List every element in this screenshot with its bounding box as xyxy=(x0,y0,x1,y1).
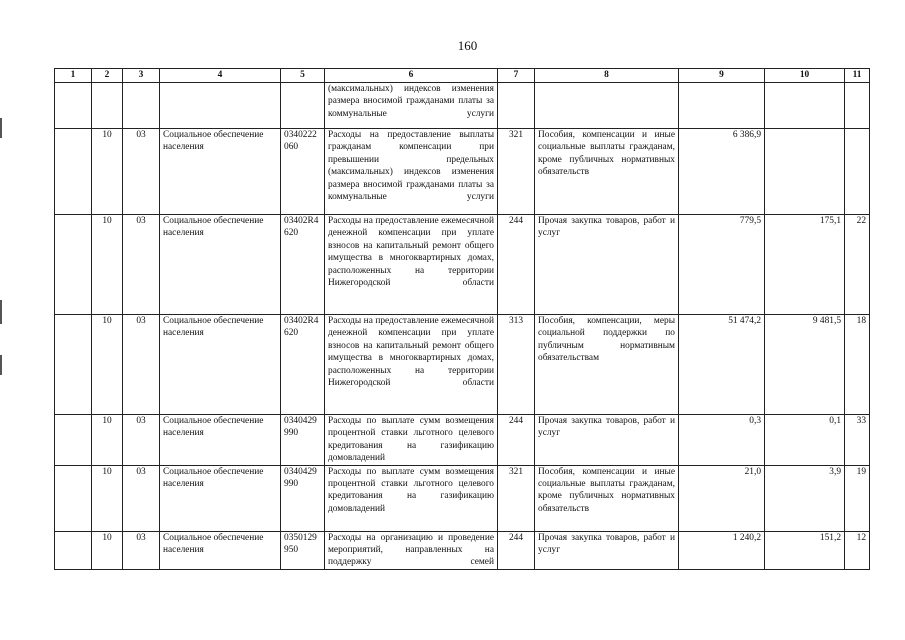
expense-type-name-cell xyxy=(535,83,679,129)
expense-description-cell: Расходы на организацию и проведение мероприятий, направленных на поддержку семей xyxy=(325,531,498,569)
section-name-cell: Социальное обеспечение населения xyxy=(160,415,281,466)
subsection-cell: 03 xyxy=(123,415,160,466)
executed-amount-cell: 175,1 xyxy=(765,215,845,315)
column-header-4: 4 xyxy=(160,69,281,83)
subsection-cell: 03 xyxy=(123,531,160,569)
budget-table xyxy=(54,68,870,570)
executed-amount-cell: 151,2 xyxy=(765,531,845,569)
percent-cell: 18 xyxy=(845,315,870,415)
expense-type-name-cell: Пособия, компенсации и иные социальные выплаты гражданам, кроме публичных нормативных обязательств xyxy=(535,465,679,531)
target-article-cell: 0340429990 xyxy=(281,465,325,531)
subsection-cell: 03 xyxy=(123,129,160,215)
section-cell: 10 xyxy=(92,315,123,415)
amount-cell: 1 240,2 xyxy=(679,531,765,569)
expense-description-cell: Расходы на предоставление ежемесячной денежной компенсации при уплате взносов на капитальный ремонт общего имущества в многоквартирных домах, расположенных на территории Нижегородской области xyxy=(325,215,498,315)
percent-cell: 12 xyxy=(845,531,870,569)
target-article-cell xyxy=(281,83,325,129)
row-number-cell xyxy=(55,415,92,466)
amount-cell: 51 474,2 xyxy=(679,315,765,415)
margin-mark xyxy=(0,355,2,375)
table-row xyxy=(55,465,870,531)
expense-type-cell: 244 xyxy=(498,415,535,466)
expense-type-cell: 313 xyxy=(498,315,535,415)
amount-cell xyxy=(679,83,765,129)
column-header-5: 5 xyxy=(281,69,325,83)
row-number-cell xyxy=(55,215,92,315)
section-name-cell: Социальное обеспечение населения xyxy=(160,465,281,531)
executed-amount-cell: 9 481,5 xyxy=(765,315,845,415)
section-cell: 10 xyxy=(92,465,123,531)
margin-mark xyxy=(0,300,2,324)
expense-type-name-cell: Прочая закупка товаров, работ и услуг xyxy=(535,215,679,315)
row-number-cell xyxy=(55,531,92,569)
expense-description-cell: (максимальных) индексов изменения размера вносимой гражданами платы за коммунальные услуги xyxy=(325,83,498,129)
subsection-cell: 03 xyxy=(123,315,160,415)
amount-cell: 21,0 xyxy=(679,465,765,531)
table-body xyxy=(55,83,870,570)
column-header-9: 9 xyxy=(679,69,765,83)
column-header-7: 7 xyxy=(498,69,535,83)
percent-cell xyxy=(845,83,870,129)
target-article-cell: 0340222060 xyxy=(281,129,325,215)
section-name-cell: Социальное обеспечение населения xyxy=(160,215,281,315)
executed-amount-cell: 0,1 xyxy=(765,415,845,466)
expense-description-cell: Расходы по выплате сумм возмещения процентной ставки льготного целевого кредитования на газификацию домовладений xyxy=(325,415,498,466)
section-cell xyxy=(92,83,123,129)
executed-amount-cell xyxy=(765,83,845,129)
row-number-cell xyxy=(55,315,92,415)
expense-type-name-cell: Прочая закупка товаров, работ и услуг xyxy=(535,531,679,569)
expense-type-cell: 321 xyxy=(498,465,535,531)
percent-cell: 33 xyxy=(845,415,870,466)
column-header-3: 3 xyxy=(123,69,160,83)
amount-cell: 0,3 xyxy=(679,415,765,466)
section-name-cell: Социальное обеспечение населения xyxy=(160,531,281,569)
amount-cell: 6 386,9 xyxy=(679,129,765,215)
column-header-8: 8 xyxy=(535,69,679,83)
table-row xyxy=(55,315,870,415)
table-row xyxy=(55,215,870,315)
section-cell: 10 xyxy=(92,215,123,315)
expense-description-cell: Расходы по выплате сумм возмещения процентной ставки льготного целевого кредитования на газификацию домовладений xyxy=(325,465,498,531)
section-cell: 10 xyxy=(92,415,123,466)
table-row xyxy=(55,129,870,215)
expense-type-cell: 244 xyxy=(498,531,535,569)
executed-amount-cell: 3,9 xyxy=(765,465,845,531)
amount-cell: 779,5 xyxy=(679,215,765,315)
target-article-cell: 03402R4620 xyxy=(281,215,325,315)
expense-type-cell: 244 xyxy=(498,215,535,315)
expense-type-name-cell: Пособия, компенсации, меры социальной поддержки по публичным нормативным обязательствам xyxy=(535,315,679,415)
column-header-6: 6 xyxy=(325,69,498,83)
expense-type-cell: 321 xyxy=(498,129,535,215)
executed-amount-cell xyxy=(765,129,845,215)
table-row xyxy=(55,531,870,569)
table-row xyxy=(55,415,870,466)
table-row xyxy=(55,83,870,129)
percent-cell: 19 xyxy=(845,465,870,531)
expense-description-cell: Расходы на предоставление выплаты гражданам компенсации при превышении предельных (максимальных) индексов изменения размера вносимой гражданами платы за коммунальные услуги xyxy=(325,129,498,215)
target-article-cell: 0340429990 xyxy=(281,415,325,466)
column-header-1: 1 xyxy=(55,69,92,83)
expense-description-cell: Расходы на предоставление ежемесячной денежной компенсации при уплате взносов на капитальный ремонт общего имущества в многоквартирных домах, расположенных на территории Нижегородской области xyxy=(325,315,498,415)
column-header-2: 2 xyxy=(92,69,123,83)
section-cell: 10 xyxy=(92,531,123,569)
column-header-10: 10 xyxy=(765,69,845,83)
percent-cell: 22 xyxy=(845,215,870,315)
subsection-cell xyxy=(123,83,160,129)
section-name-cell: Социальное обеспечение населения xyxy=(160,129,281,215)
target-article-cell: 0350129950 xyxy=(281,531,325,569)
section-cell: 10 xyxy=(92,129,123,215)
section-name-cell xyxy=(160,83,281,129)
expense-type-name-cell: Пособия, компенсации и иные социальные выплаты гражданам, кроме публичных нормативных обязательств xyxy=(535,129,679,215)
target-article-cell: 03402R4620 xyxy=(281,315,325,415)
row-number-cell xyxy=(55,83,92,129)
column-header-11: 11 xyxy=(845,69,870,83)
page-number: 160 xyxy=(457,38,478,53)
subsection-cell: 03 xyxy=(123,215,160,315)
section-name-cell: Социальное обеспечение населения xyxy=(160,315,281,415)
expense-type-cell xyxy=(498,83,535,129)
percent-cell xyxy=(845,129,870,215)
table-header-row xyxy=(55,69,870,83)
expense-type-name-cell: Прочая закупка товаров, работ и услуг xyxy=(535,415,679,466)
row-number-cell xyxy=(55,129,92,215)
margin-mark xyxy=(0,118,2,138)
row-number-cell xyxy=(55,465,92,531)
subsection-cell: 03 xyxy=(123,465,160,531)
